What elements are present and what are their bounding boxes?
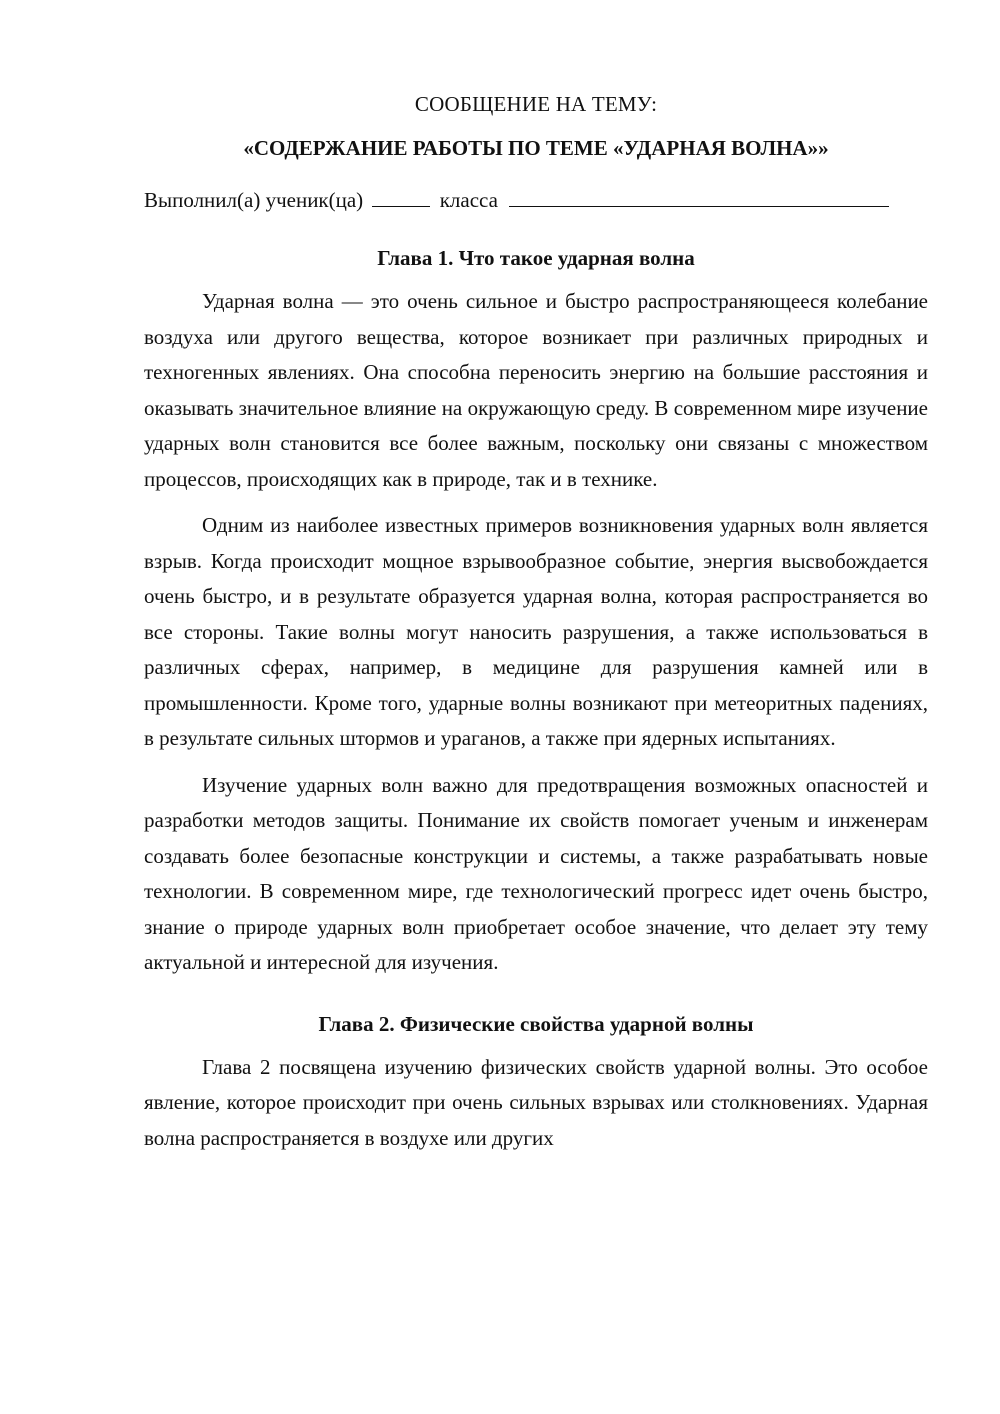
chapter-2-title: Глава 2. Физические свойства ударной волны: [318, 1011, 754, 1036]
document-title: «СОДЕРЖАНИЕ РАБОТЫ ПО ТЕМЕ «УДАРНАЯ ВОЛНА»»: [243, 136, 829, 160]
chapter-2-paragraph-1: Глава 2 посвящена изучению физических свойств ударной волны. Это особое явление, которое происходит при очень сильных взрывах или столкновениях. Ударная волна распространяется в воздухе или других: [144, 1054, 928, 1150]
grade-blank: [372, 186, 430, 207]
topic-line: СООБЩЕНИЕ НА ТЕМУ:: [414, 92, 658, 116]
document-page: [144, 88, 928, 1156]
author-line: [144, 184, 928, 216]
author-label: Выполнил(а) ученик(ца): [144, 188, 364, 212]
chapter-1-paragraph-1: Ударная волна — это очень сильное и быстро распространяющееся колебание воздуха или другого вещества, которое возникает при различных природных и техногенных явлениях. Она способна переносить энергию на большие расстояния и оказывать значительное влияние на окружающую среду. В современном мире изучение ударных волн становится все более важным, поскольку они связаны с множеством процессов, происходящих как в природе, так и в технике.: [144, 289, 928, 491]
name-blank: [509, 186, 889, 207]
class-label: класса: [439, 188, 498, 212]
chapter-1-paragraph-3: Изучение ударных волн важно для предотвращения возможных опасностей и разработки методов защиты. Понимание их свойств помогает ученым и инженерам создавать более безопасные конструкции и системы, а также разрабатывать новые технологии. В современном мире, где технологический прогресс идет очень быстро, знание о природе ударных волн приобретает особое значение, что делает эту тему актуальной и интересной для изучения.: [144, 772, 928, 974]
chapter-1-paragraph-2: Одним из наиболее известных примеров возникновения ударных волн является взрыв. Когда происходит мощное взрывообразное событие, энергия высвобождается очень быстро, и в результате образуется ударная волна, которая распространяется во все стороны. Такие волны могут наносить разрушения, а также использоваться в различных сферах, например, в медицине для разрушения камней или в промышленности. Кроме того, ударные волны возникают при метеоритных падениях, в результате сильных штормов и ураганов, а также при ядерных испытаниях.: [144, 513, 928, 750]
chapter-1-title: Глава 1. Что такое ударная волна: [377, 246, 695, 270]
